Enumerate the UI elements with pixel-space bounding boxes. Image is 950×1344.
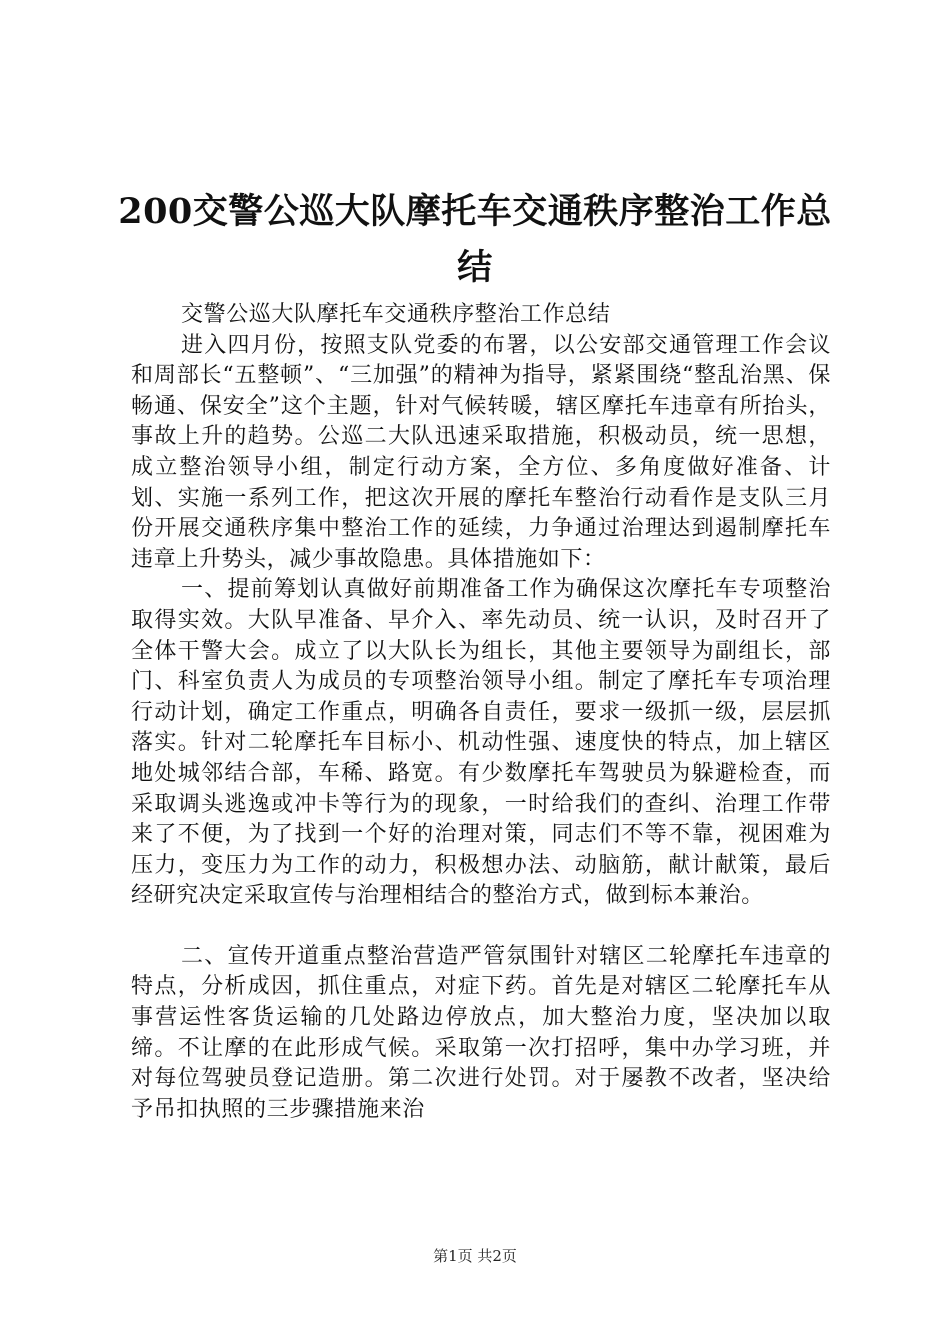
title-line-2: 结 xyxy=(457,247,493,288)
section-one-paragraph: 一、提前筹划认真做好前期准备工作为确保这次摩托车专项整治取得实效。大队早准备、早介入、率先动员、统一认识，及时召开了全体干警大会。成立了以大队长为组长，其他主要领导为副组长，部门、科室负责人为成员的专项整治领导小组。制定了摩托车专项治理行动计划，确定工作重点，明确各自责任，要求一级抓一级，层层抓落实。针对二轮摩托车目标小、机动性强、速度快的特点，加上辖区地处城邻结合部，车稀、路宽。有少数摩托车驾驶员为躲避检查，而采取调头逃逸或冲卡等行为的现象，一时给我们的查纠、治理工作带来了不便，为了找到一个好的治理对策，同志们不等不靠，视困难为压力，变压力为工作的动力，积极想办法、动脑筋，献计献策，最后经研究决定采取宣传与治理相结合的整治方式，做到标本兼治。 xyxy=(131,577,831,909)
subtitle-paragraph: 交警公巡大队摩托车交通秩序整治工作总结 xyxy=(181,302,611,327)
intro-paragraph: 进入四月份，按照支队党委的布署，以公安部交通管理工作会议和周部长“五整顿”、“三加强”的精神为指导，紧紧围绕“整乱治黑、保畅通、保安全”这个主题，针对气候转暖，辖区摩托车违章有所抬头，事故上升的趋势。公巡二大队迅速采取措施，积极动员，统一思想，成立整治领导小组，制定行动方案，全方位、多角度做好准备、计划、实施一系列工作，把这次开展的摩托车整治行动看作是支队三月份开展交通秩序集中整治工作的延续，力争通过治理达到遏制摩托车违章上升势头，减少事故隐患。具体措施如下： xyxy=(131,332,831,572)
title-line-1: 200交警公巡大队摩托车交通秩序整治工作总 xyxy=(118,191,832,232)
section-two-paragraph: 二、宣传开道重点整治营造严管氛围针对辖区二轮摩托车违章的特点，分析成因，抓住重点，对症下药。首先是对辖区二轮摩托车从事营运性客货运输的几处路边停放点，加大整治力度，坚决加以取缔。不让摩的在此形成气候。采取第一次打招呼，集中办学习班，并对每位驾驶员登记造册。第二次进行处罚。对于屡教不改者，坚决给予吊扣执照的三步骤措施来治 xyxy=(131,943,831,1122)
document-title xyxy=(100,184,850,296)
document-body xyxy=(131,300,831,1125)
page-number-footer: 第1页 共2页 xyxy=(433,1247,517,1265)
